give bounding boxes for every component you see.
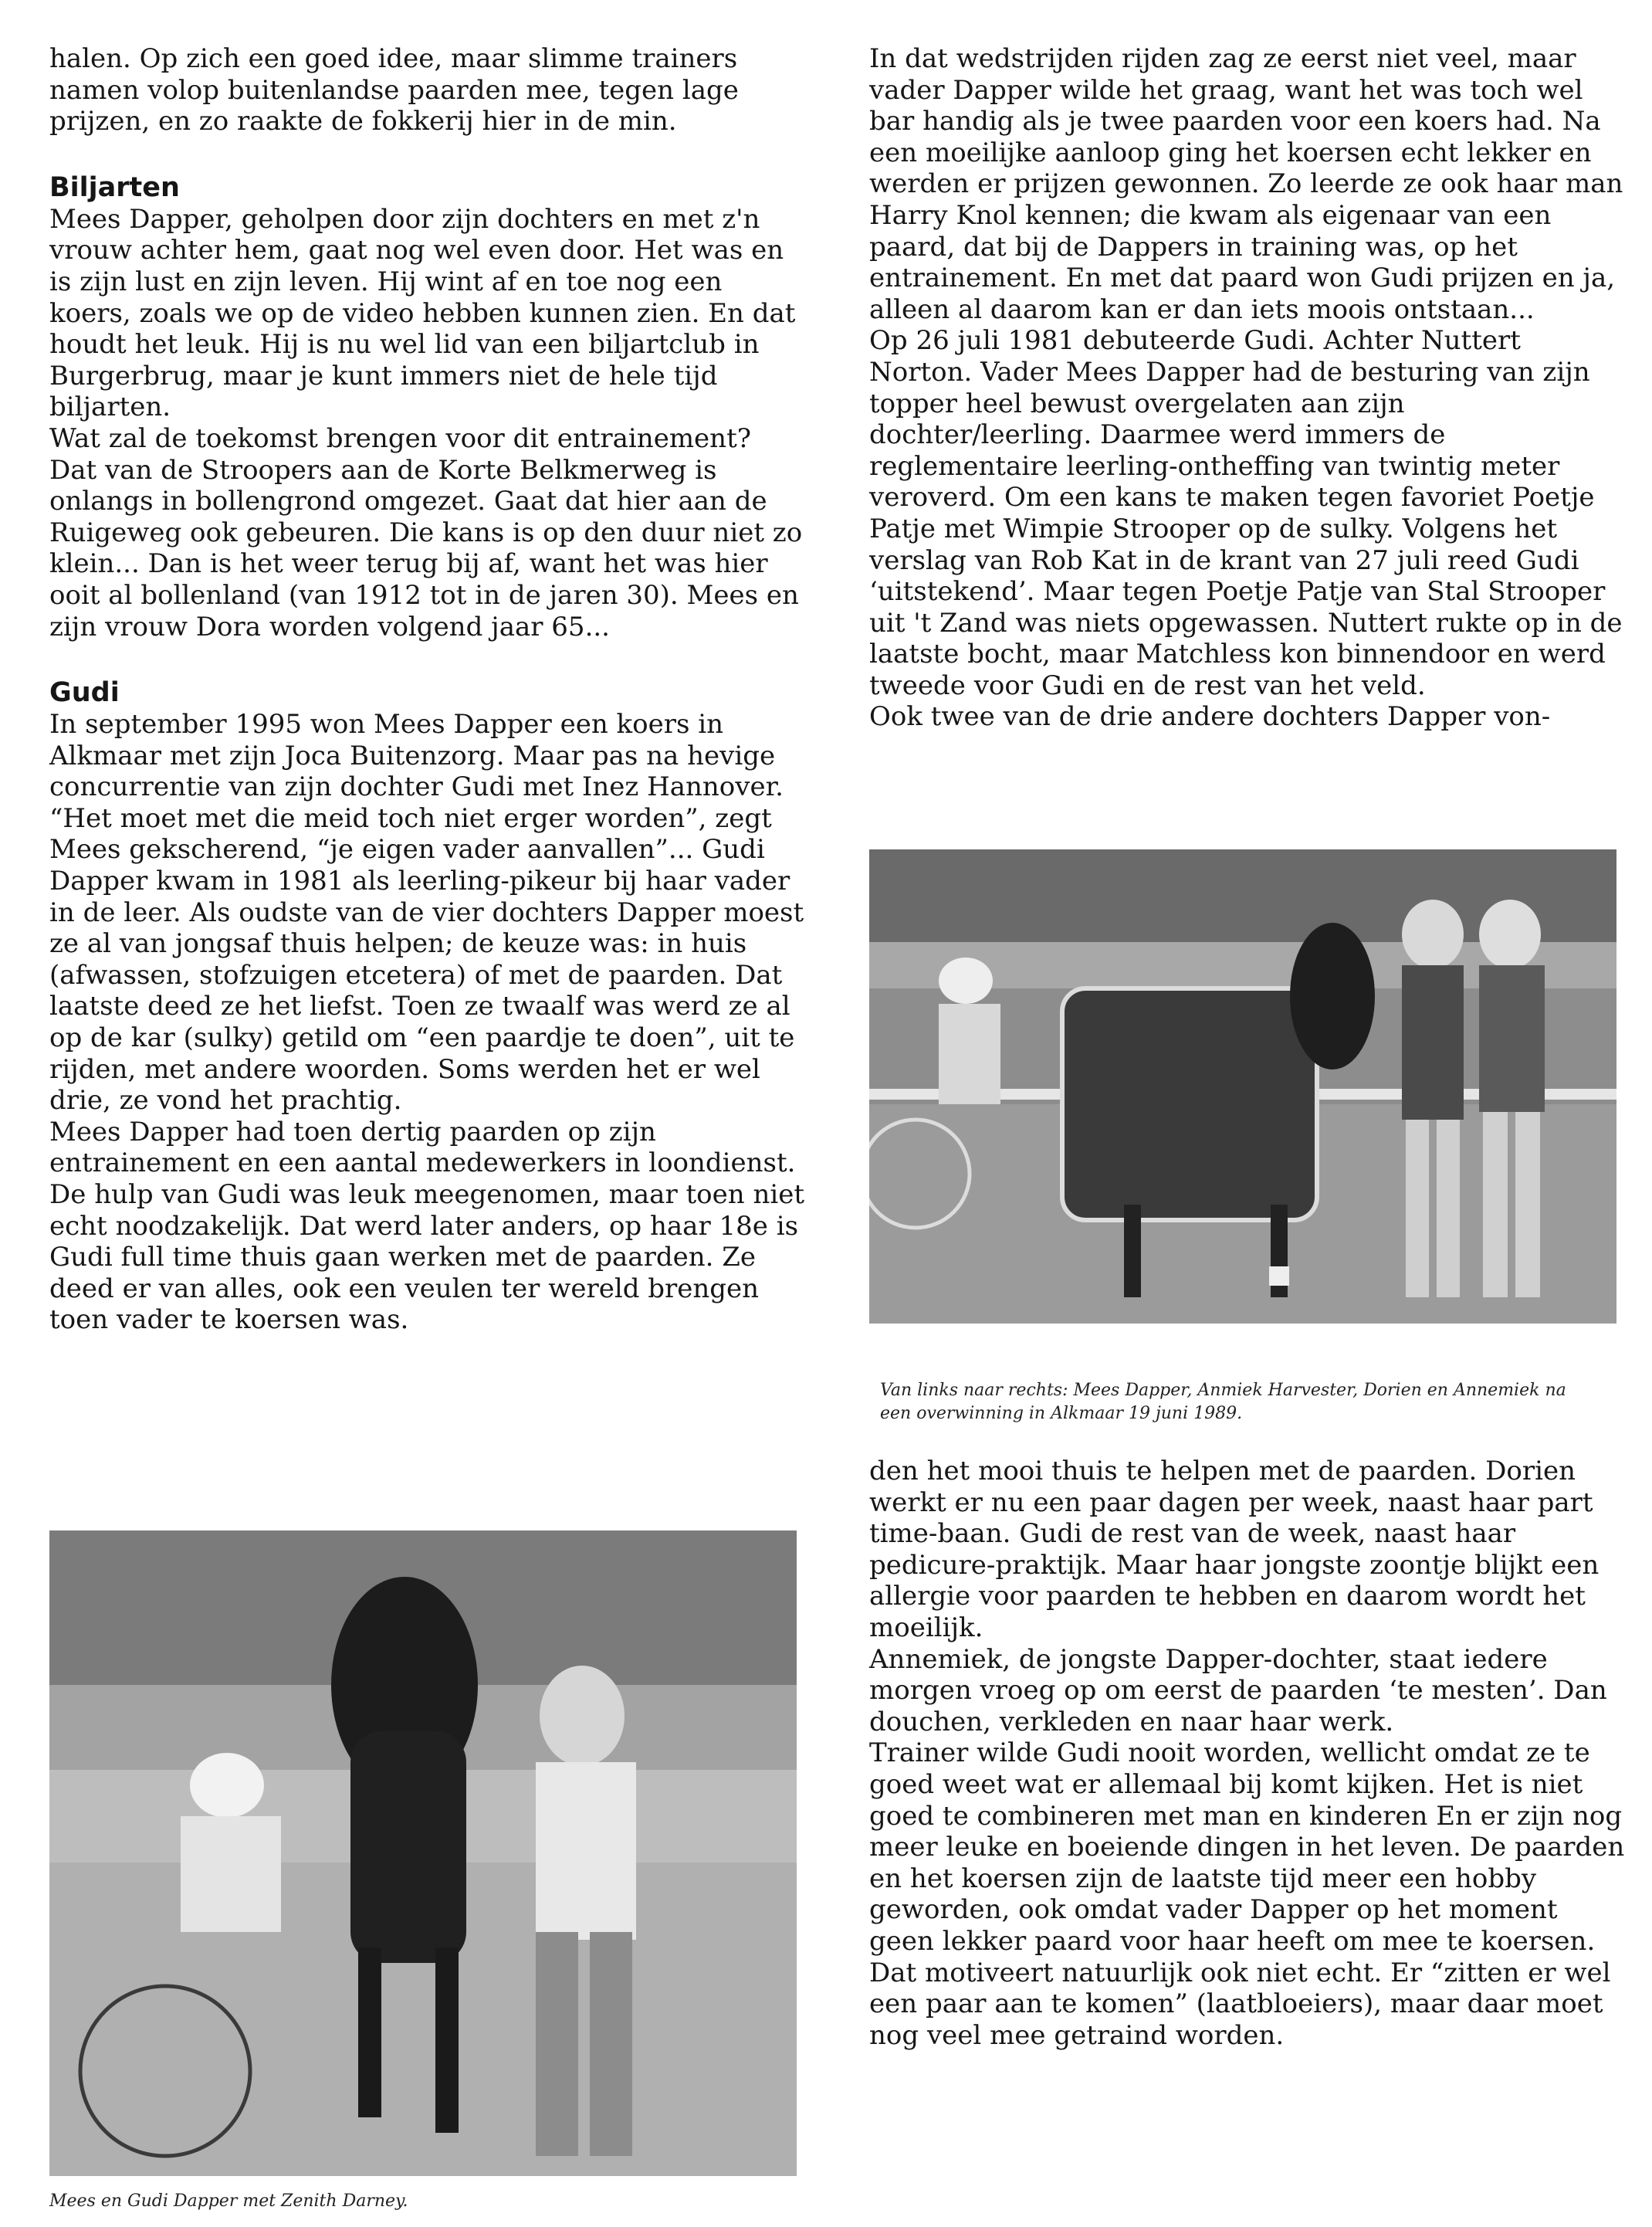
photo-winners-group: [869, 849, 1616, 1324]
biljarten-paragraph-1: Mees Dapper, geholpen door zijn dochters en met z'n vrouw achter hem, gaat nog wel even door. Het was en is zijn lust en zijn leven. Hij wint af en toe nog een koers, zoals we op de video hebben kunnen zien. En dat houdt het leuk. Hij is nu wel lid van een biljartclub in Burgerbrug, maar je kunt immers niet de hele tijd biljarten.: [49, 203, 796, 423]
section-heading-biljarten: Biljarten: [49, 171, 180, 203]
right-column-top: [869, 43, 1630, 733]
right-paragraph-4: den het mooi thuis te helpen met de paarden. Dorien werkt er nu een paar dagen per week, naast haar part time-baan. Gudi de rest van de week, naast haar pedicure-praktijk. Maar haar jongste zoontje blijkt een allergie voor paarden te hebben en daarom wordt het moeilijk.: [869, 1456, 1600, 1643]
right-paragraph-2: Op 26 juli 1981 debuteerde Gudi. Achter Nuttert Norton. Vader Mees Dapper had de besturing van zijn topper heel bewust overgelaten aan zijn dochter/leerling. Daarmee werd immers de reglementaire leerling-ontheffing van twintig meter veroverd. Om een kans te maken tegen favoriet Poetje Patje met Wimpie Strooper op de sulky. Volgens het verslag van Rob Kat in de krant van 27 juli reed Gudi ‘uitstekend’. Maar tegen Poetje Patje van Stal Strooper uit 't Zand was niets opgewassen. Nuttert rukte op in de laatste bocht, maar Matchless kon binnendoor en werd tweede voor Gudi en de rest van het veld.: [869, 325, 1623, 701]
photo-horse-illustration: [49, 1530, 797, 2176]
right-column-bottom: [869, 1456, 1630, 2051]
photo-winners-illustration: [869, 849, 1616, 1324]
caption-horse-photo: Mees en Gudi Dapper met Zenith Darney.: [49, 2191, 408, 2211]
biljarten-paragraph-2: Wat zal de toekomst brengen voor dit entrainement? Dat van de Stroopers aan de Korte Belkmerweg is onlangs in bollengrond omgezet. Gaat dat hier aan de Ruigeweg ook gebeuren. Die kans is op den duur niet zo klein... Dan is het weer terug bij af, want het was hier ooit al bollenland (van 1912 tot in de jaren 30). Mees en zijn vrouw Dora worden volgend jaar 65...: [49, 422, 803, 642]
gudi-paragraph-2: Mees Dapper had toen dertig paarden op zijn entrainement en een aantal medewerkers in loondienst. De hulp van Gudi was leuk meegenomen, maar toen niet echt noodzakelijk. Dat werd later anders, op haar 18e is Gudi full time thuis gaan werken met de paarden. Ze deed er van alles, ook een veulen ter wereld brengen toen vader te koersen was.: [49, 1116, 805, 1336]
right-paragraph-3: Ook twee van de drie andere dochters Dapper von-: [869, 701, 1551, 733]
section-heading-gudi: Gudi: [49, 677, 120, 709]
intro-paragraph: halen. Op zich een goed idee, maar slimme trainers namen volop buitenlandse paarden mee, tegen lage prijzen, en zo raakte de fokkerij hier in de min.: [49, 43, 739, 137]
caption-winners-photo: Van links naar rechts: Mees Dapper, Anmiek Harvester, Dorien en Annemiek na een overwinning in Alkmaar 19 juni 1989.: [880, 1381, 1566, 1423]
right-paragraph-5: Annemiek, de jongste Dapper-dochter, staat iedere morgen vroeg op om eerst de paarden ‘te mesten’. Dan douchen, verkleden en naar haar werk.: [869, 1643, 1607, 1737]
gudi-paragraph-1: In september 1995 won Mees Dapper een koers in Alkmaar met zijn Joca Buitenzorg. Maar pas na hevige concurrentie van zijn dochter Gudi met Inez Hannover. “Het moet met die meid toch niet erger worden”, zegt Mees gekscherend, “je eigen vader aanvallen”... Gudi Dapper kwam in 1981 als leerling-pikeur bij haar vader in de leer. Als oudste van de vier dochters Dapper moest ze al van jongsaf thuis helpen; de keuze was: in huis (afwassen, stofzuigen etcetera) of met de paarden. Dat laatste deed ze het liefst. Toen ze twaalf was werd ze al op de kar (sulky) getild om “een paardje te doen”, uit te rijden, met andere woorden. Soms werden het er wel drie, ze vond het prachtig.: [49, 709, 804, 1117]
right-paragraph-6: Trainer wilde Gudi nooit worden, wellicht omdat ze te goed weet wat er allemaal bij komt kijken. Het is niet goed te combineren met man en kinderen En er zijn nog meer leuke en boeiende dingen in het leven. De paarden en het koersen zijn de laatste tijd meer een hobby geworden, ook omdat vader Dapper op het moment geen lekker paard voor haar heeft om mee te koersen. Dat motiveert natuurlijk ook niet echt. Er “zitten er wel een paar aan te komen” (laatbloeiers), maar daar moet nog veel mee getraind worden.: [869, 1737, 1625, 2051]
photo-mees-gudi-horse: [49, 1530, 797, 2176]
right-paragraph-1: In dat wedstrijden rijden zag ze eerst niet veel, maar vader Dapper wilde het graag, want het was toch wel bar handig als je twee paarden voor een koers had. Na een moeilijke aanloop ging het koersen echt lekker en werden er prijzen gewonnen. Zo leerde ze ook haar man Harry Knol kennen; die kwam als eigenaar van een paard, dat bij de Dappers in training was, op het entrainement. En met dat paard won Gudi prijzen en ja, alleen al daarom kan er dan iets moois ontstaan...: [869, 43, 1623, 325]
left-column: [49, 43, 806, 1336]
